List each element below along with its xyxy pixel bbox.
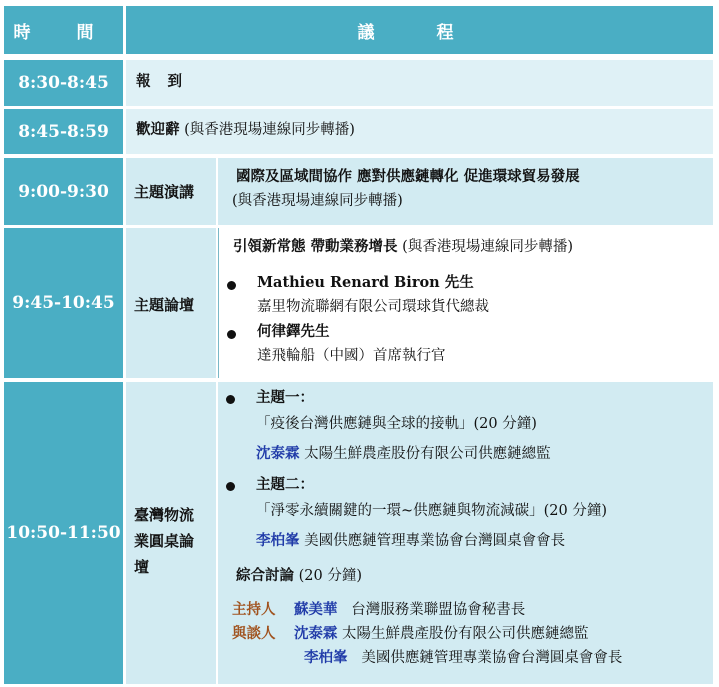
host-label: 主持人 (232, 601, 276, 618)
speaker-name: Mathieu Renard Biron 先生 (257, 274, 474, 291)
registration-label: 報 到 (136, 73, 189, 90)
speaker-role: 太陽生鮮農產股份有限公司供應鏈總監 (304, 446, 551, 462)
bullet-icon (227, 330, 236, 339)
host-name: 蘇美華 (293, 601, 338, 618)
panelist-role: 太陽生鮮農產股份有限公司供應鏈總監 (342, 626, 589, 642)
agenda-cell (126, 109, 713, 154)
speaker-name: 李柏峯 (256, 532, 300, 549)
panel-label: 與談人 (232, 625, 276, 642)
category-label: 主題論壇 (134, 296, 195, 314)
category-label-line: 臺灣物流 (134, 506, 195, 524)
header-agenda: 議 程 (126, 6, 713, 54)
host-role: 台灣服務業聯盟協會秘書長 (351, 602, 526, 618)
topic-label: 主題二： (256, 476, 314, 493)
topic-title: 「淨零永續關鍵的一環~供應鏈與物流減碳」(20 分鐘) (256, 503, 608, 519)
time-cell: 9:00-9:30 (4, 158, 123, 225)
time-cell: 9:45-10:45 (4, 228, 123, 378)
category-cell (126, 382, 216, 684)
category-cell (126, 158, 216, 225)
topic-label: 主題一： (256, 389, 314, 406)
panel-line (304, 649, 622, 668)
topic-speaker-line (256, 445, 551, 464)
header-time: 時 間 (4, 6, 123, 54)
category-label-line: 業圓桌論 (134, 532, 195, 550)
forum-line (233, 238, 573, 257)
bullet-icon (226, 395, 235, 404)
agenda-cell (218, 382, 713, 684)
discussion-note: (20 分鐘) (298, 568, 362, 584)
discussion-label: 綜合討論 (236, 567, 294, 584)
topic-speaker-line (256, 532, 565, 551)
time-cell: 8:45-8:59 (4, 109, 123, 154)
time-cell: 8:30-8:45 (4, 60, 123, 106)
panel-line (232, 625, 589, 644)
category-cell (126, 228, 216, 378)
keynote-note: (與香港現場連線同步轉播) (232, 193, 403, 209)
agenda-cell (126, 60, 713, 106)
forum-title: 引領新常態 帶動業務增長 (233, 238, 398, 255)
speaker-name: 沈泰霖 (256, 445, 300, 462)
host-line (232, 601, 525, 620)
category-label-line: 壇 (134, 558, 150, 576)
agenda-cell (218, 158, 713, 225)
speaker-role: 嘉里物流聯網有限公司環球貨代總裁 (257, 299, 489, 315)
speaker-role: 美國供應鏈管理專業協會台灣圓桌會會長 (304, 533, 566, 549)
bullet-icon (227, 281, 236, 290)
welcome-title: 歡迎辭 (136, 121, 180, 138)
time-cell: 10:50-11:50 (4, 382, 123, 684)
speaker-name: 何律鐸先生 (257, 323, 330, 340)
panelist-name: 沈泰霖 (293, 625, 338, 642)
keynote-title: 國際及區域間協作 應對供應鏈轉化 促進環球貿易發展 (236, 168, 580, 185)
speaker-role: 達飛輪船（中國）首席執行官 (257, 348, 446, 364)
forum-note: (與香港現場連線同步轉播) (402, 239, 573, 255)
welcome-note: (與香港現場連線同步轉播) (184, 122, 355, 138)
topic-title: 「疫後台灣供應鏈與全球的接軌」(20 分鐘) (256, 416, 537, 432)
agenda-cell (218, 228, 713, 378)
bullet-icon (226, 482, 235, 491)
panelist-name: 李柏峯 (304, 649, 348, 666)
category-label: 主題演講 (134, 183, 195, 201)
welcome-line (136, 121, 355, 140)
discussion-line (236, 567, 362, 586)
panelist-role: 美國供應鏈管理專業協會台灣圓桌會會長 (361, 650, 623, 666)
